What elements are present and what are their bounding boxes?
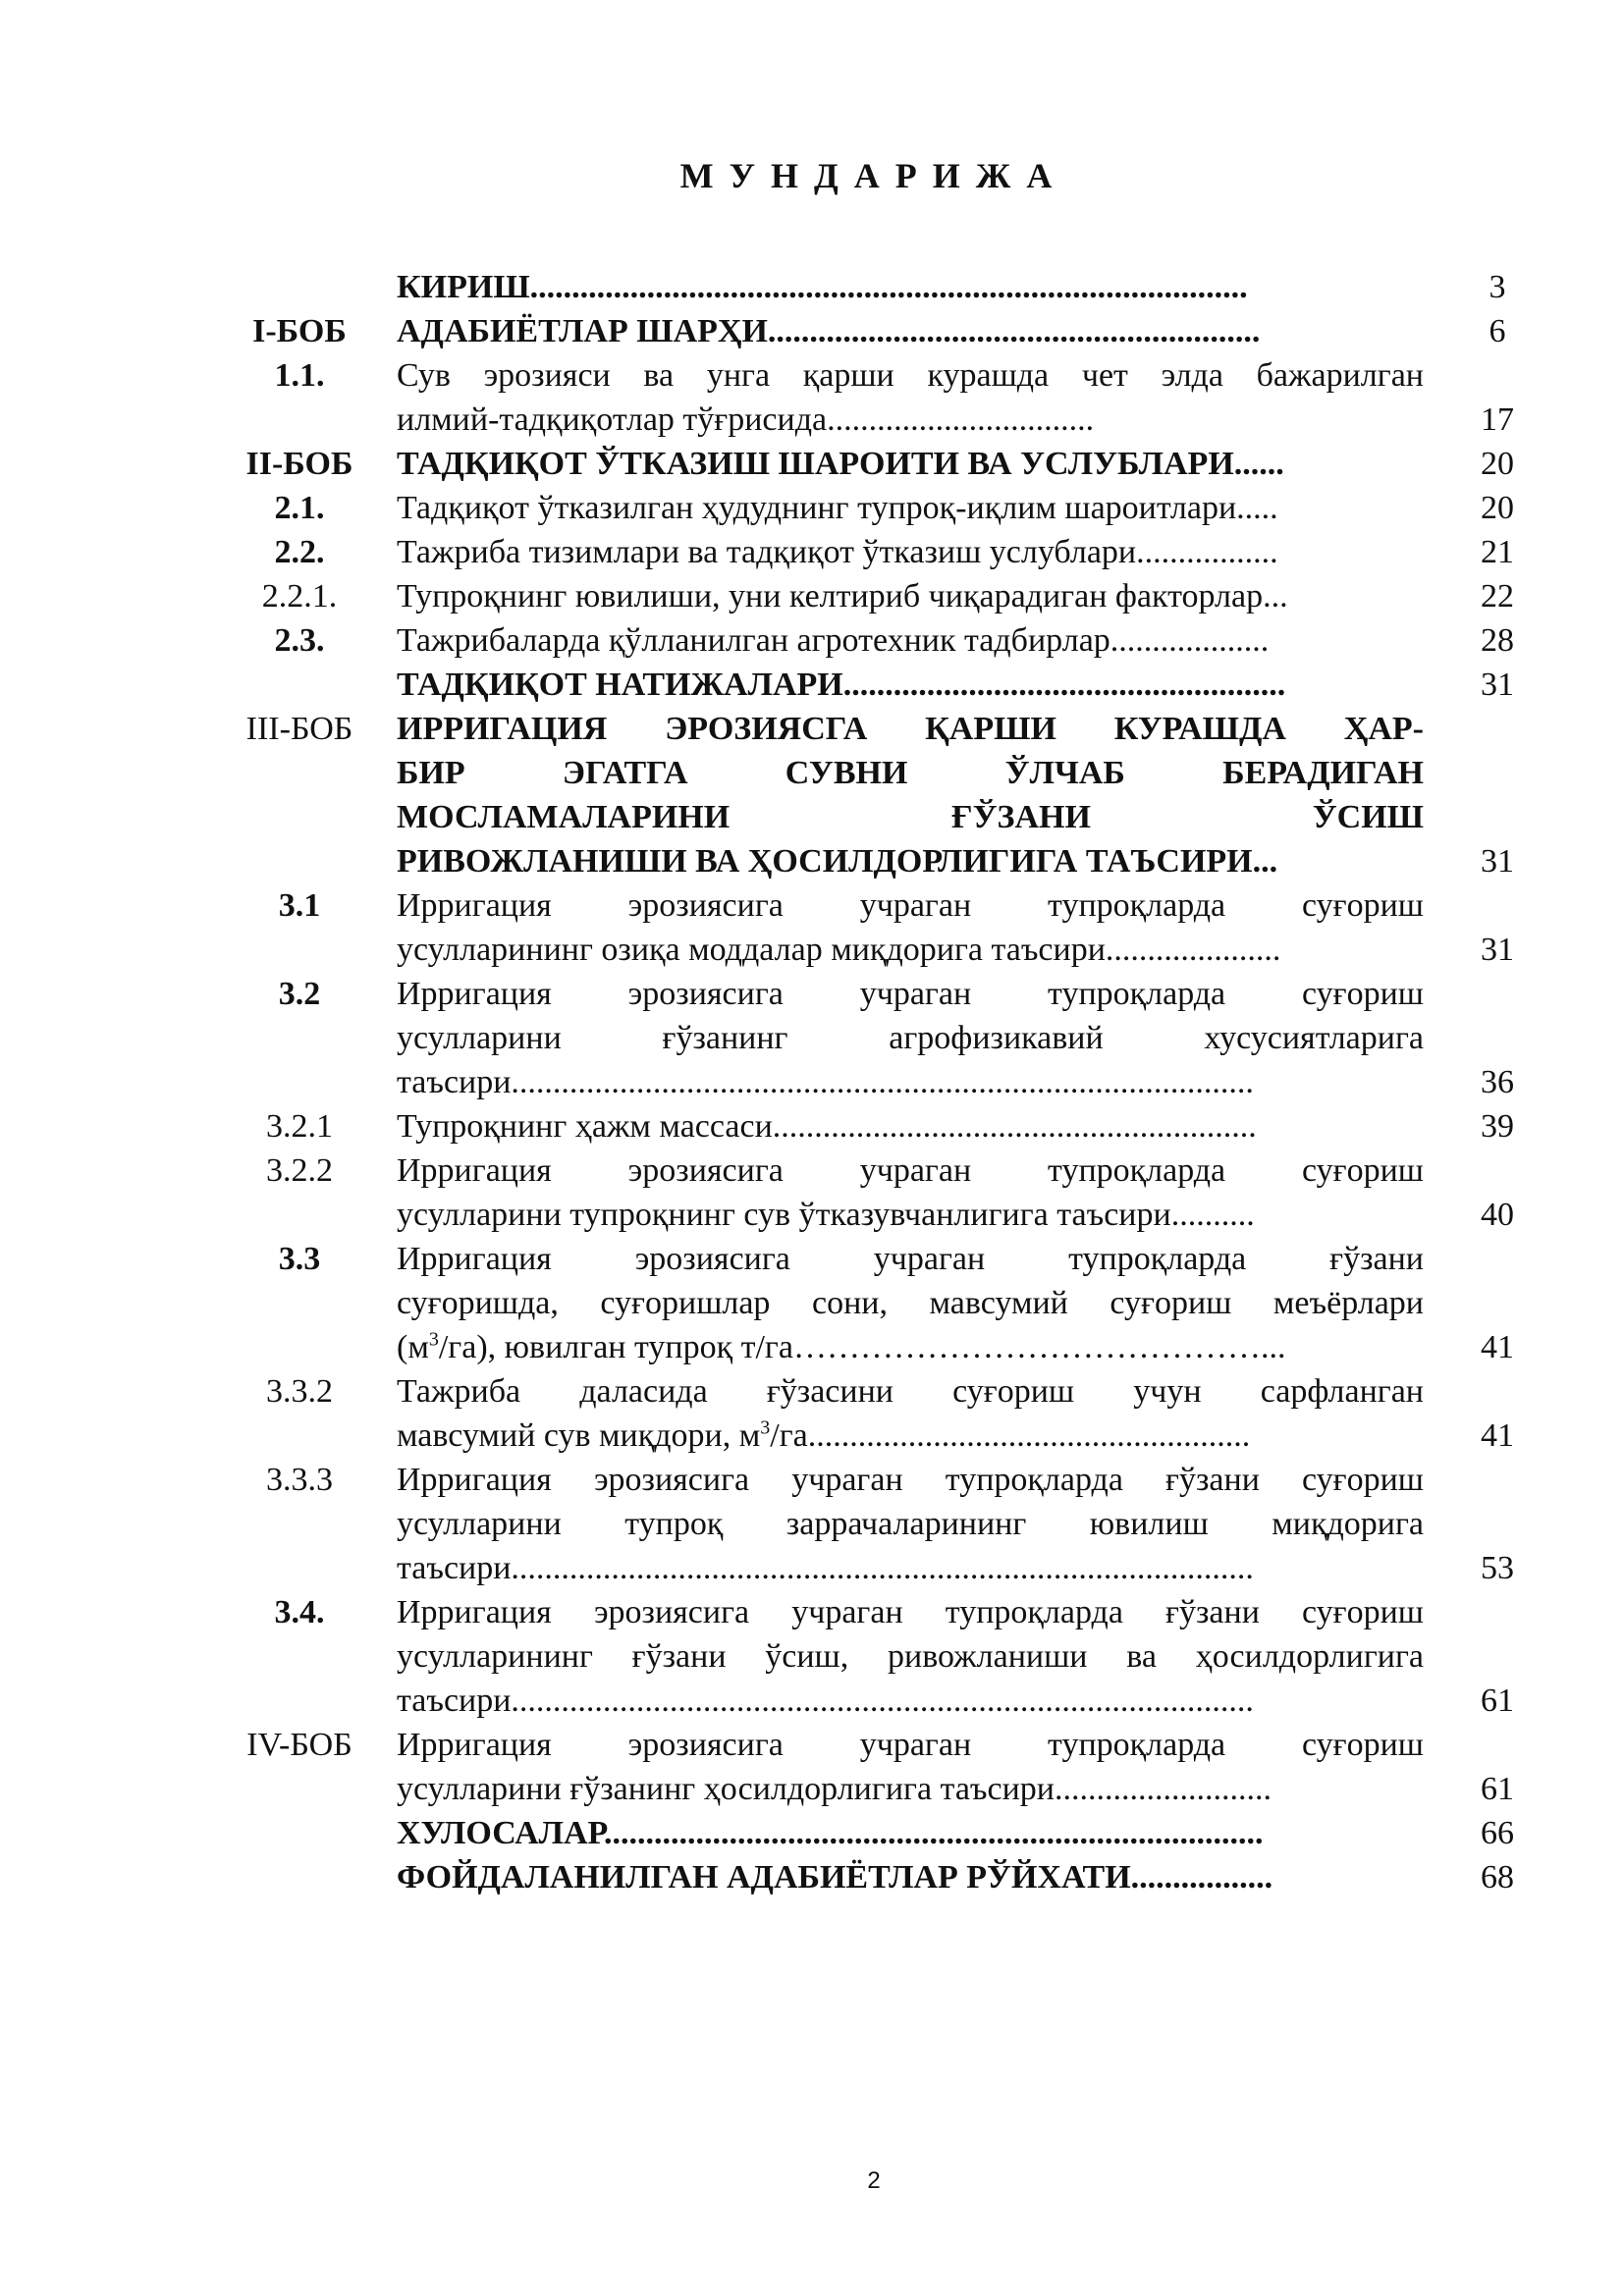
- toc-entry-line: усулларини тупроқнинг сув ўтказувчанлигига таъсири..........: [397, 1197, 1255, 1233]
- toc-entry-title: [397, 1458, 1424, 1590]
- toc-entry-number: 2.2.1.: [261, 578, 338, 614]
- toc-entry-line: Ирригация эрозиясига учраган тупроқларда ғўзани суғориш: [397, 1594, 1424, 1630]
- toc-entry-line: Ирригация эрозиясига учраган тупроқларда суғориш: [397, 1727, 1424, 1763]
- toc-entry-page: 31: [1481, 932, 1514, 968]
- toc-entry-title: [397, 663, 1424, 707]
- toc-entry-line: Ирригация эрозиясига учраган тупроқларда ғўзани суғориш: [397, 1462, 1424, 1498]
- toc-entry-line: таъсири.........................................................................................: [397, 1682, 1254, 1719]
- toc-entry-number: I-БОБ: [252, 313, 347, 349]
- toc-entry-title: [397, 972, 1424, 1104]
- toc-entry-line: усулларининг ғўзани ўсиш, ривожланиши ва ҳосилдорлигига: [397, 1638, 1424, 1675]
- toc-entry-page: 36: [1481, 1064, 1514, 1100]
- toc-entry-title: [397, 1369, 1424, 1458]
- toc-entry-title: [397, 442, 1424, 486]
- toc-entry-number: 3.1: [278, 887, 321, 924]
- toc-entry-number: II-БОБ: [245, 446, 353, 482]
- toc-entry-line: Тажриба тизимлари ва тадқиқот ўтказиш услублари.................: [397, 534, 1278, 570]
- toc-entry-title: [397, 1855, 1424, 1899]
- toc-entry-line: Тупроқнинг ювилиши, уни келтириб чиқарадиган факторлар...: [397, 578, 1288, 614]
- toc-entry-title: [397, 1590, 1424, 1723]
- toc-entry-line: Сув эрозияси ва унга қарши курашда чет элда бажарилган: [397, 357, 1424, 394]
- toc-entry-line: МОСЛАМАЛАРИНИ ҒЎЗАНИ ЎСИШ: [397, 799, 1424, 835]
- toc-entry-line: Тупроқнинг ҳажм массаси..........................................................: [397, 1108, 1257, 1145]
- toc-entry-line: ТАДҚИҚОТ ЎТКАЗИШ ШАРОИТИ ВА УСЛУБЛАРИ......: [397, 446, 1284, 482]
- toc-entry-page: 28: [1481, 622, 1514, 659]
- toc-entry-line: усулларини тупроқ заррачаларининг ювилиш миқдорига: [397, 1506, 1424, 1542]
- toc-entry-line: Тажриба даласида ғўзасини суғориш учун сарфланган: [397, 1373, 1424, 1410]
- toc-entry-page: 41: [1481, 1329, 1514, 1365]
- toc-entry-line: $(м^3/га)$, ювилган тупроқ т/га……………………………………...: [397, 1328, 1286, 1365]
- toc-entry-line: усулларининг озиқа моддалар миқдорига таъсири.....................: [397, 932, 1281, 968]
- toc-entry-page: 6: [1489, 313, 1506, 349]
- toc-entry-line: суғоришда, суғоришлар сони, мавсумий суғориш меъёрлари: [397, 1285, 1424, 1321]
- toc-entry-line: таъсири.........................................................................................: [397, 1550, 1254, 1586]
- page-number: 2: [867, 2167, 881, 2194]
- toc-entry-page: 39: [1481, 1108, 1514, 1145]
- toc-entry-line: мавсумий сув миқдори, $м^3/га$.....................................................: [397, 1416, 1251, 1454]
- toc-entry-line: Ирригация эрозиясига учраган тупроқларда ғўзани: [397, 1241, 1424, 1277]
- toc-entry-line: БИР ЭГАТГА СУВНИ ЎЛЧАБ БЕРАДИГАН: [397, 755, 1424, 791]
- toc-entry-page: 61: [1481, 1771, 1514, 1807]
- toc-entry-title: [397, 486, 1424, 530]
- toc-entry-number: 2.3.: [274, 622, 325, 659]
- toc-entry-number: 3.2: [278, 976, 321, 1012]
- toc-entry-line: Ирригация эрозиясига учраган тупроқларда суғориш: [397, 976, 1424, 1012]
- toc-entry-page: 66: [1481, 1815, 1514, 1851]
- toc-entry-line: ИРРИГАЦИЯ ЭРОЗИЯСГА ҚАРШИ КУРАШДА ҲАР-: [397, 711, 1424, 747]
- toc-entry-line: РИВОЖЛАНИШИ ВА ҲОСИЛДОРЛИГИГА ТАЪСИРИ...: [397, 843, 1278, 880]
- toc-entry-line: Ирригация эрозиясига учраган тупроқларда суғориш: [397, 1152, 1424, 1189]
- toc-entry-line: ТАДҚИҚОТ НАТИЖАЛАРИ.....................................................: [397, 667, 1286, 703]
- toc-entry-line: Тадқиқот ўтказилган ҳудуднинг тупроқ-иқлим шароитлари.....: [397, 490, 1278, 526]
- toc-entry-number: 3.2.2: [266, 1152, 333, 1189]
- toc-entry-title: [397, 883, 1424, 972]
- toc-entry-title: [397, 618, 1424, 663]
- toc-entry-title: [397, 1104, 1424, 1148]
- toc-entry-number: 2.1.: [274, 490, 325, 526]
- toc-entry-number: 3.2.1: [266, 1108, 333, 1145]
- toc-entry-line: таъсири.........................................................................................: [397, 1064, 1254, 1100]
- toc-entry-page: 3: [1489, 269, 1506, 305]
- toc-entry-line: усулларини ғўзанинг ҳосилдорлигига таъсири..........................: [397, 1771, 1272, 1807]
- toc-entry-number: 2.2.: [274, 534, 325, 570]
- page-title: МУНДАРИЖА: [679, 156, 1068, 195]
- toc-entry-line: АДАБИЁТЛАР ШАРҲИ...........................................................: [397, 313, 1261, 349]
- toc-entry-line: КИРИШ......................................................................................: [397, 269, 1248, 305]
- toc-entry-line: илмий-тадқиқотлар тўғрисида................................: [397, 401, 1095, 438]
- toc-entry-number: 3.3: [278, 1241, 321, 1277]
- toc-entry-title: [397, 707, 1424, 883]
- toc-entry-title: [397, 1148, 1424, 1237]
- toc-entry-page: 20: [1481, 490, 1514, 526]
- toc-entry-title: [397, 265, 1424, 309]
- toc-entry-page: 41: [1481, 1417, 1514, 1454]
- toc-entry-page: 31: [1481, 843, 1514, 880]
- toc-entry-number: 3.3.2: [266, 1373, 333, 1410]
- toc-entry-title: [397, 309, 1424, 353]
- toc-entry-page: 21: [1481, 534, 1514, 570]
- toc-entry-line: Ирригация эрозиясига учраган тупроқларда суғориш: [397, 887, 1424, 924]
- toc-entry-line: Тажрибаларда қўлланилган агротехник тадбирлар...................: [397, 622, 1270, 659]
- toc-entry-line: ФОЙДАЛАНИЛГАН АДАБИЁТЛАР РЎЙХАТИ.................: [397, 1859, 1273, 1896]
- toc-entry-page: 53: [1481, 1550, 1514, 1586]
- toc-entry-number: 1.1.: [274, 357, 325, 394]
- toc-entry-page: 20: [1481, 446, 1514, 482]
- toc-entry-page: 40: [1481, 1197, 1514, 1233]
- toc-entry-page: 68: [1481, 1859, 1514, 1896]
- toc-entry-title: [397, 530, 1424, 574]
- toc-entry-page: 61: [1481, 1682, 1514, 1719]
- toc-entry-title: [397, 353, 1424, 442]
- toc-entry-line: усулларини ғўзанинг агрофизикавий хусусиятларига: [397, 1020, 1424, 1056]
- toc-entry-page: 22: [1481, 578, 1514, 614]
- toc-entry-page: 17: [1481, 401, 1514, 438]
- toc-entry-title: [397, 574, 1424, 618]
- toc-entry-title: [397, 1811, 1424, 1855]
- toc-entry-number: 3.4.: [274, 1594, 325, 1630]
- toc-entry-number: III-БОБ: [245, 711, 353, 747]
- toc-entry-page: 31: [1481, 667, 1514, 703]
- toc-entry-line: ХУЛОСАЛАР...............................................................................: [397, 1815, 1264, 1851]
- toc-entry-title: [397, 1237, 1424, 1369]
- toc-entry-title: [397, 1723, 1424, 1811]
- toc-entry-number: IV-БОБ: [246, 1727, 352, 1763]
- toc-entry-number: 3.3.3: [266, 1462, 333, 1498]
